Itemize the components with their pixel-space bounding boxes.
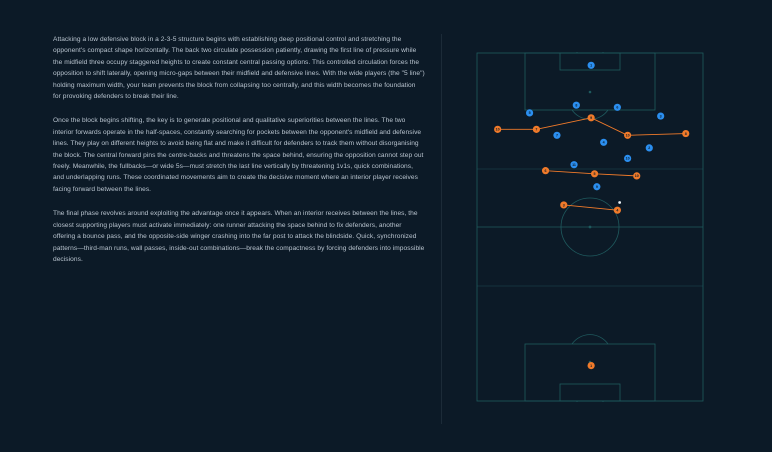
attack-player-number: 7 bbox=[535, 127, 538, 132]
bottom-six-yard-box bbox=[560, 384, 620, 401]
defence-player-number: 1 bbox=[590, 63, 593, 68]
attack-player-number: 5 bbox=[593, 172, 596, 177]
defence-player-number: 7 bbox=[555, 133, 558, 138]
defence-player-number: 2 bbox=[648, 146, 651, 151]
defence-player-marker bbox=[657, 112, 664, 119]
pitch-diagram bbox=[476, 52, 704, 402]
defence-player-marker bbox=[614, 104, 621, 111]
top-penalty-area bbox=[525, 53, 655, 110]
attack-player-number: 10 bbox=[634, 174, 639, 179]
attack-player-marker bbox=[560, 201, 567, 208]
attack-player-marker bbox=[682, 130, 689, 137]
top-goal bbox=[577, 52, 603, 53]
defence-player-marker bbox=[573, 102, 580, 109]
defence-player-number: 8 bbox=[575, 103, 578, 108]
attack-player-marker bbox=[494, 126, 501, 133]
defence-player-marker bbox=[526, 109, 533, 116]
attack-player-marker bbox=[591, 170, 598, 177]
defence-player-marker bbox=[588, 62, 595, 69]
attack-player-number: 10 bbox=[495, 127, 500, 132]
attack-player-number: 6 bbox=[544, 168, 547, 173]
bottom-goal bbox=[577, 401, 603, 402]
pass-line bbox=[544, 168, 596, 177]
pass-line bbox=[536, 118, 591, 130]
attack-player-marker bbox=[588, 114, 595, 121]
top-penalty-spot bbox=[589, 91, 591, 93]
attack-player-marker bbox=[633, 172, 640, 179]
pass-lines bbox=[495, 118, 686, 210]
centre-spot bbox=[589, 226, 591, 228]
tactics-article bbox=[53, 34, 425, 278]
attack-player-marker bbox=[542, 167, 549, 174]
attack-player-number: 4 bbox=[616, 208, 619, 213]
defence-player-number: 5 bbox=[528, 111, 531, 116]
defence-player-number: 3 bbox=[659, 114, 662, 119]
players bbox=[494, 62, 689, 370]
bottom-penalty-arc bbox=[572, 335, 608, 344]
attack-player-number: 8 bbox=[684, 131, 687, 136]
attack-player-marker bbox=[533, 126, 540, 133]
tactics-pitch bbox=[476, 52, 704, 402]
ball-icon bbox=[618, 201, 621, 204]
attack-player-marker bbox=[588, 362, 595, 369]
defence-player-marker bbox=[646, 144, 653, 151]
defence-player-marker bbox=[570, 161, 577, 168]
pass-line bbox=[591, 118, 627, 136]
defence-player-marker bbox=[600, 139, 607, 146]
pass-line bbox=[625, 131, 687, 138]
defence-player-number: 10 bbox=[625, 156, 630, 161]
defence-player-marker bbox=[593, 183, 600, 190]
pitch-markings bbox=[477, 52, 703, 402]
paragraph-build-up: Attacking a low defensive block in a 2-3-5 structure begins with establishing deep positional control and stretching the opponent's compact shape horizontally. The back two circulate possession patiently, drawing the first line of pressure while the midfield three occupy staggered heights to create constant central passing options. This controlled circulation forces the opposition to shift laterally, opening micro-gaps between their midfield and defensive lines. With the wide players (the "5 line") holding maximum width, your team prevents the block from collapsing too centrally, and this width becomes the foundation for provoking defenders to break their line. bbox=[53, 36, 425, 101]
column-divider bbox=[441, 34, 442, 424]
attack-player-number: 1 bbox=[590, 363, 593, 368]
attack-player-marker bbox=[614, 207, 621, 214]
defence-player-number: 9 bbox=[595, 185, 598, 190]
defence-player-number: 6 bbox=[616, 105, 619, 110]
paragraph-between-lines: Once the block begins shifting, the key is to generate positional and qualitative superiorities between the lines. The two interior forwards operate in the half-spaces, constantly searching for pockets between the opponent's midfield and defensive lines. They play on different heights to avoid being flat and make it difficult for defenders to track them without disorganising the block. The central forward pins the centre-backs and threatens the space behind, ensuring the opposition cannot step out freely. Meanwhile, the fullbacks—or wide 5s—must stretch the last line vertically by threatening 1v1s, quick combinations, and underlapping runs. These coordinated movements aim to create the decisive moment where an interior player receives facing forward between the lines. bbox=[53, 117, 424, 193]
defence-player-marker bbox=[624, 155, 631, 162]
defence-player-number: 4 bbox=[602, 140, 605, 145]
paragraph-final-phase: The final phase revolves around exploiting the advantage once it appears. When an interior receives between the lines, the closest supporting players must activate immediately: one runner attacking the space behind to fix defenders, another offering a bounce pass, and the opposite-side winger crashing into the far post to attack the blindside. Quick, synchronized patterns—third-man runs, wall passes, inside-out combinations—break the compactness by forcing defenders into impossible decisions. bbox=[53, 210, 425, 263]
attack-player-number: 10 bbox=[625, 133, 630, 138]
defence-player-number: 11 bbox=[572, 163, 576, 167]
attack-player-marker bbox=[624, 132, 631, 139]
attack-player-number: 9 bbox=[590, 116, 593, 121]
attack-player-number: 3 bbox=[562, 203, 565, 208]
bottom-penalty-area bbox=[525, 344, 655, 401]
defence-player-marker bbox=[553, 132, 560, 139]
pass-line bbox=[595, 174, 639, 179]
